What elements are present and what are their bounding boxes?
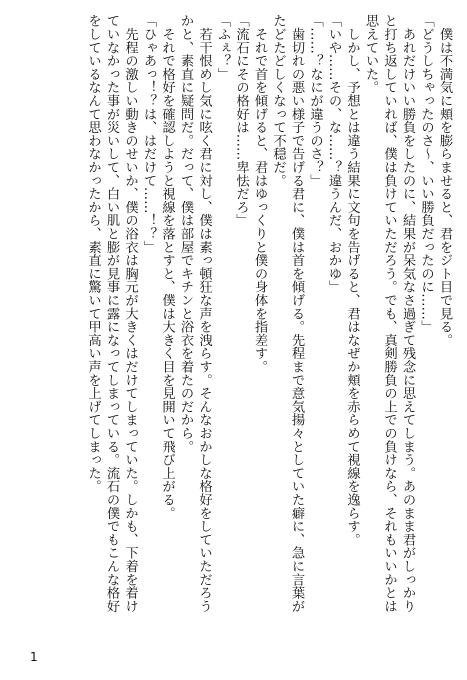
text-line: 「いや……その、な……？違うんだ、おかゆ」 bbox=[326, 14, 341, 294]
text-line: 「ふぇ？」 bbox=[215, 14, 230, 81]
text-line: それで格好を確認しようと視線を落とすと、僕は大きく目を見開いて飛び上がる。 bbox=[159, 14, 175, 520]
text-line: 「……？なにが違うのさ？」 bbox=[307, 14, 323, 187]
text-line: 「どうしちゃったのさ〜、いい勝負だったのに……」 bbox=[418, 14, 434, 334]
text-line: 「流石にその格好は……卑怯だろ」 bbox=[233, 14, 249, 227]
text-line: 若干恨めし気に呟く君に対し、僕は素っ頓狂な声を洩らす。そんなおかしな格好をしていただろうかと、素直に疑問だ。だって、僕は部屋でキチンと浴衣を着たのだから。 bbox=[178, 14, 212, 613]
text-line: それで首を傾げると、君はゆっくりと僕の身体を指差す。 bbox=[252, 14, 267, 374]
page-number: 1 bbox=[30, 650, 38, 664]
text-line: あれだけいい勝負をしたのに、結果が呆気なさ過ぎて残念に思えてしまう。あのまま君がしっかりと打ち返していれば、僕は負けていただろう。でも、真剣勝負の上での負けなら、それもいいかとは思えていた。 bbox=[363, 14, 415, 613]
text-line: 僕は不満気に頬を膨らませると、君をジト目で見る。 bbox=[437, 14, 452, 347]
text-line: しかし、予想とは違う結果に文句を告げると、君はなぜか頬を赤らめて視線を逸らす。 bbox=[344, 14, 360, 546]
text-line: 歯切れの悪い様子で告げる君に、僕は首を傾げる。先程まで意気揚々としていた癖に、急に言葉がたどたどしくなって不穏だ。 bbox=[270, 14, 304, 613]
text-line: 「ひゃあっ！？は、はだけて……！？」 bbox=[141, 14, 156, 254]
body-text bbox=[9, 14, 453, 614]
text-line: 先程の激しい動きのせいか、僕の浴衣は胸元が大きくはだけてしまっていた。しかも、下着を着けていなかった事が災いして、白い肌と膨が見事に露になってしまっている。流石の僕でもこんな格好をしているなんて思わなかったから、素直に驚いて甲高い声を上げてしまった。 bbox=[85, 14, 138, 613]
